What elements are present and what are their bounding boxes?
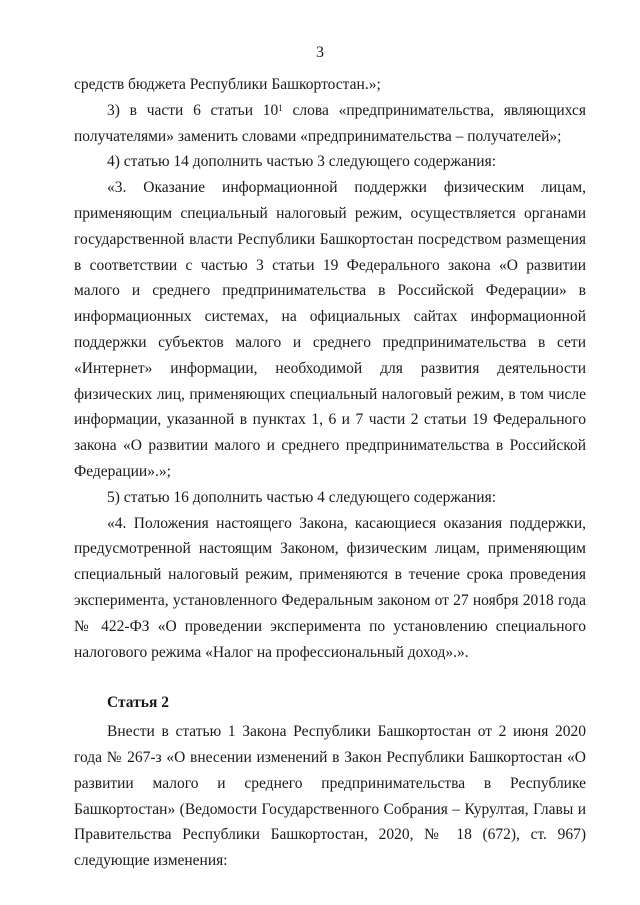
paragraph-quote-4: «4. Положения настоящего Закона, касающиеся оказания поддержки, предусмотренной настоящим Законом, физическим лицам, применяющим специальный налоговый режим, применяются в течение срока проведения эксперимента, установленного Федеральным законом от 27 ноября 2018 года № 422-ФЗ «О проведении эксперимента по установлению специального налогового режима «Налог на профессиональный доход».». [74, 514, 586, 661]
paragraph-item-5: 5) статью 16 дополнить частью 4 следующего содержания: [107, 488, 497, 506]
document-body [74, 72, 586, 874]
article-body: Внести в статью 1 Закона Республики Башкортостан от 2 июня 2020 года № 267-з «О внесении изменений в Закон Республики Башкортостан «О развитии малого и среднего предпринимательства в Республике Башкортостан» (Ведомости Государственного Собрания – Курултая, Главы и Правительства Республики Башкортостан, 2020, № 18 (672), ст. 967) следующие изменения: [74, 723, 586, 870]
item-3-rest: слова «предпринимательства, являющихся получателями» заменить словами «предпринимательства – получателей»; [74, 101, 587, 145]
page-number: 3 [316, 44, 324, 61]
paragraph-item-3 [74, 98, 586, 150]
paragraph-continuation: средств бюджета Республики Башкортостан.»; [74, 76, 381, 93]
item-3-start: 3) в части 6 статьи 10 [107, 101, 279, 119]
paragraph-item-4: 4) статью 14 дополнить частью 3 следующего содержания: [107, 153, 497, 171]
paragraph-quote-3: «3. Оказание информационной поддержки физическим лицам, применяющим специальный налоговый режим, осуществляется органами государственной власти Республики Башкортостан посредством размещения в соответствии с частью 3 статьи 19 Федерального закона «О развитии малого и среднего предпринимательства в Российской Федерации» в информационных системах, на официальных сайтах информационной поддержки субъектов малого и среднего предпринимательства в сети «Интернет» информации, необходимой для развития деятельности физических лиц, применяющих специальный налоговый режим, в том числе информации, указанной в пунктах 1, 6 и 7 части 2 статьи 19 Федерального закона «О развитии малого и среднего предпринимательства в Российской Федерации».»; [74, 179, 586, 480]
article-heading: Статья 2 [107, 694, 169, 712]
superscript: 1 [278, 102, 283, 113]
